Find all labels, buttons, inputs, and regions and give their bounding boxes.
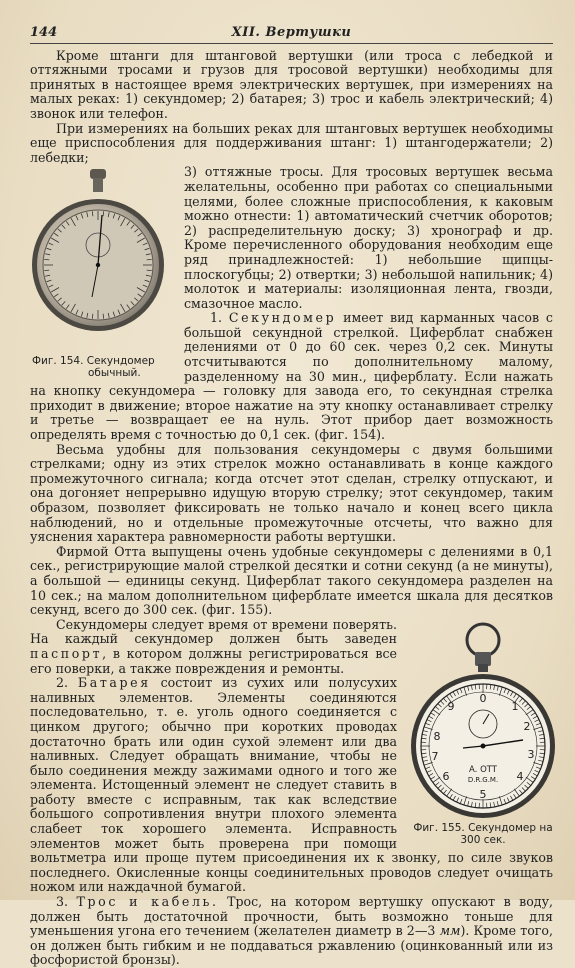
svg-text:6: 6 — [443, 770, 450, 783]
stopwatch-ordinary-illustration — [28, 167, 168, 355]
header-rule — [30, 43, 553, 44]
paragraph-verification: Секундомеры следует время от времени поверять. На каждый секундомер должен быть заведен паспорт, в котором должны регистрироваться все его поверки, а также повреждения и ремонты. — [30, 618, 553, 676]
figure-154 — [28, 167, 176, 379]
item-number-3: 3. — [56, 894, 68, 909]
page-number: 144 — [30, 26, 70, 41]
stopwatch-300-illustration — [407, 622, 559, 822]
figure-155 — [407, 622, 559, 846]
paragraph-large-rivers-b: 3) оттяжные тросы. Для тросовых вертушек весьма желательны, особенно при работах со специальными целями, более сложные приспособления, к каковым можно отнести: 1) автоматический счетчик оборотов; 2) распределительную доску; 3) хронограф и др. Кроме перечисленного оборудования необходим еще ряд принадлежностей: 1) небольшие щипцы-плоскогубцы; 2) отвертки; 3) небольшой напильник; 4) молоток и материалы: изоляционная лента, гвозди, смазочное масло. — [30, 165, 553, 311]
figure-155-caption: Фиг. 155. Секундомер на 300 сек. — [407, 822, 559, 846]
term-passport: паспорт — [30, 646, 102, 661]
svg-text:7: 7 — [432, 750, 439, 763]
svg-text:9: 9 — [448, 700, 455, 713]
svg-text:3: 3 — [528, 748, 535, 761]
page-header — [30, 26, 553, 41]
svg-text:4: 4 — [517, 770, 524, 783]
term-battery: Батарея — [78, 675, 151, 690]
svg-text:8: 8 — [434, 730, 441, 743]
chapter-title: XII. Вертушки — [70, 26, 553, 41]
unit-mm: мм — [440, 923, 461, 938]
paragraph-ott: Фирмой Отта выпущены очень удобные секундомеры с делениями в 0,1 сек., регистрирующие малой стрелкой десятки и сотни секунд (а не минуты), а большой — единицы секунд. Циферблат такого секундомера разделен на 10 сек.; на малом дополнительном циферблате имеется шкала для десятков секунд, всего до 300 сек. (фиг. 155). — [30, 545, 553, 618]
dial-brand-text: A. OTT — [469, 765, 498, 775]
paragraph-battery: 2. Батарея состоит из сухих или полусухих наливных элементов. Элементы соединяются последовательно, т. е. уголь одного соединяется с цинком другого; обычно при коротких проводах достаточно брать или один сухой элемент или два наливных. Следует обращать внимание, чтобы не было соединения между зажимами одного и того же элемента. Истощенный элемент не следует ставить в работу вместе с исправным, так как вследствие большого сопротивления внутри плохого элемента слабеет ток хорошего элемента. Исправность элементов может быть проверена при помощи вольтметра или проще путем присоединения их к звонку, по силе звуков последнего. Окисленные концы соединительных проводов следует очищать ножом или наждачной бумагой. — [30, 676, 553, 895]
svg-text:5: 5 — [480, 788, 487, 801]
item-number-1: 1. — [210, 310, 222, 325]
term-stopwatch: Секундомер — [229, 310, 336, 325]
term-cable: Трос и кабель. — [77, 894, 219, 909]
paragraph-cable: 3. Трос и кабель. Трос, на котором вертушку опускают в воду, должен быть достаточной прочности, быть возможно тоньше для уменьшения угона его течением (желателен диаметр в 2—3 мм). Кроме того, он должен быть гибким и не поддаваться ржавлению (оцинкованный или из фосфористой бронзы). — [30, 895, 553, 968]
svg-text:0: 0 — [480, 692, 487, 705]
paragraph-intro: Кроме штанги для штанговой вертушки (или троса с лебедкой и оттяжными тросами и грузов для тросовой вертушки) необходимы для принятых в настоящее время электрических вертушек, при измерениях на малых реках: 1) секундомер; 2) батарея; 3) трос и кабель электрический; 4) звонок или телефон. — [30, 49, 553, 122]
paragraph-large-rivers-a: При измерениях на больших реках для штанговых вертушек необходимы еще приспособления для поддерживания штанг: 1) штангодержатели; 2) лебедки; — [30, 122, 553, 166]
svg-text:2: 2 — [524, 720, 531, 733]
dial-patent-text: D.R.G.M. — [468, 776, 498, 784]
item-number-2: 2. — [56, 675, 68, 690]
paragraph-stopwatch: 1. Секундомер имеет вид карманных часов с большой секундной стрелкой. Циферблат снабжен делениями от 0 до 60 сек. через 0,2 сек. Минуты отсчитываются по дополнительному малому, разделенному на 30 мин., циферблату. Если нажать на кнопку секундомера — головку для завода его, то секундная стрелка приходит в движение; второе нажатие на эту кнопку останавливает стрелку и третье — возвращает ее на нуль. Этот прибор дает возможность определять время с точностью до 0,1 сек. (фиг. 154). — [30, 311, 553, 442]
paragraph-two-hands: Весьма удобны для пользования секундомеры с двумя большими стрелками; одну из этих стрелок можно останавливать в конце каждого промежуточного сигнала; когда отсчет этот сделан, стрелку отпускают, и она догоняет непрерывно идущую вторую стрелку; этот секундомер, таким образом, позволяет фиксировать не только начало и конец всего цикла наблюдений, но и отдельные промежуточные отсчеты, что важно для уяснения характера равномерности работы вертушки. — [30, 443, 553, 545]
figure-154-caption: Фиг. 154. Секундомер обычный. — [28, 355, 176, 379]
svg-text:1: 1 — [512, 700, 519, 713]
